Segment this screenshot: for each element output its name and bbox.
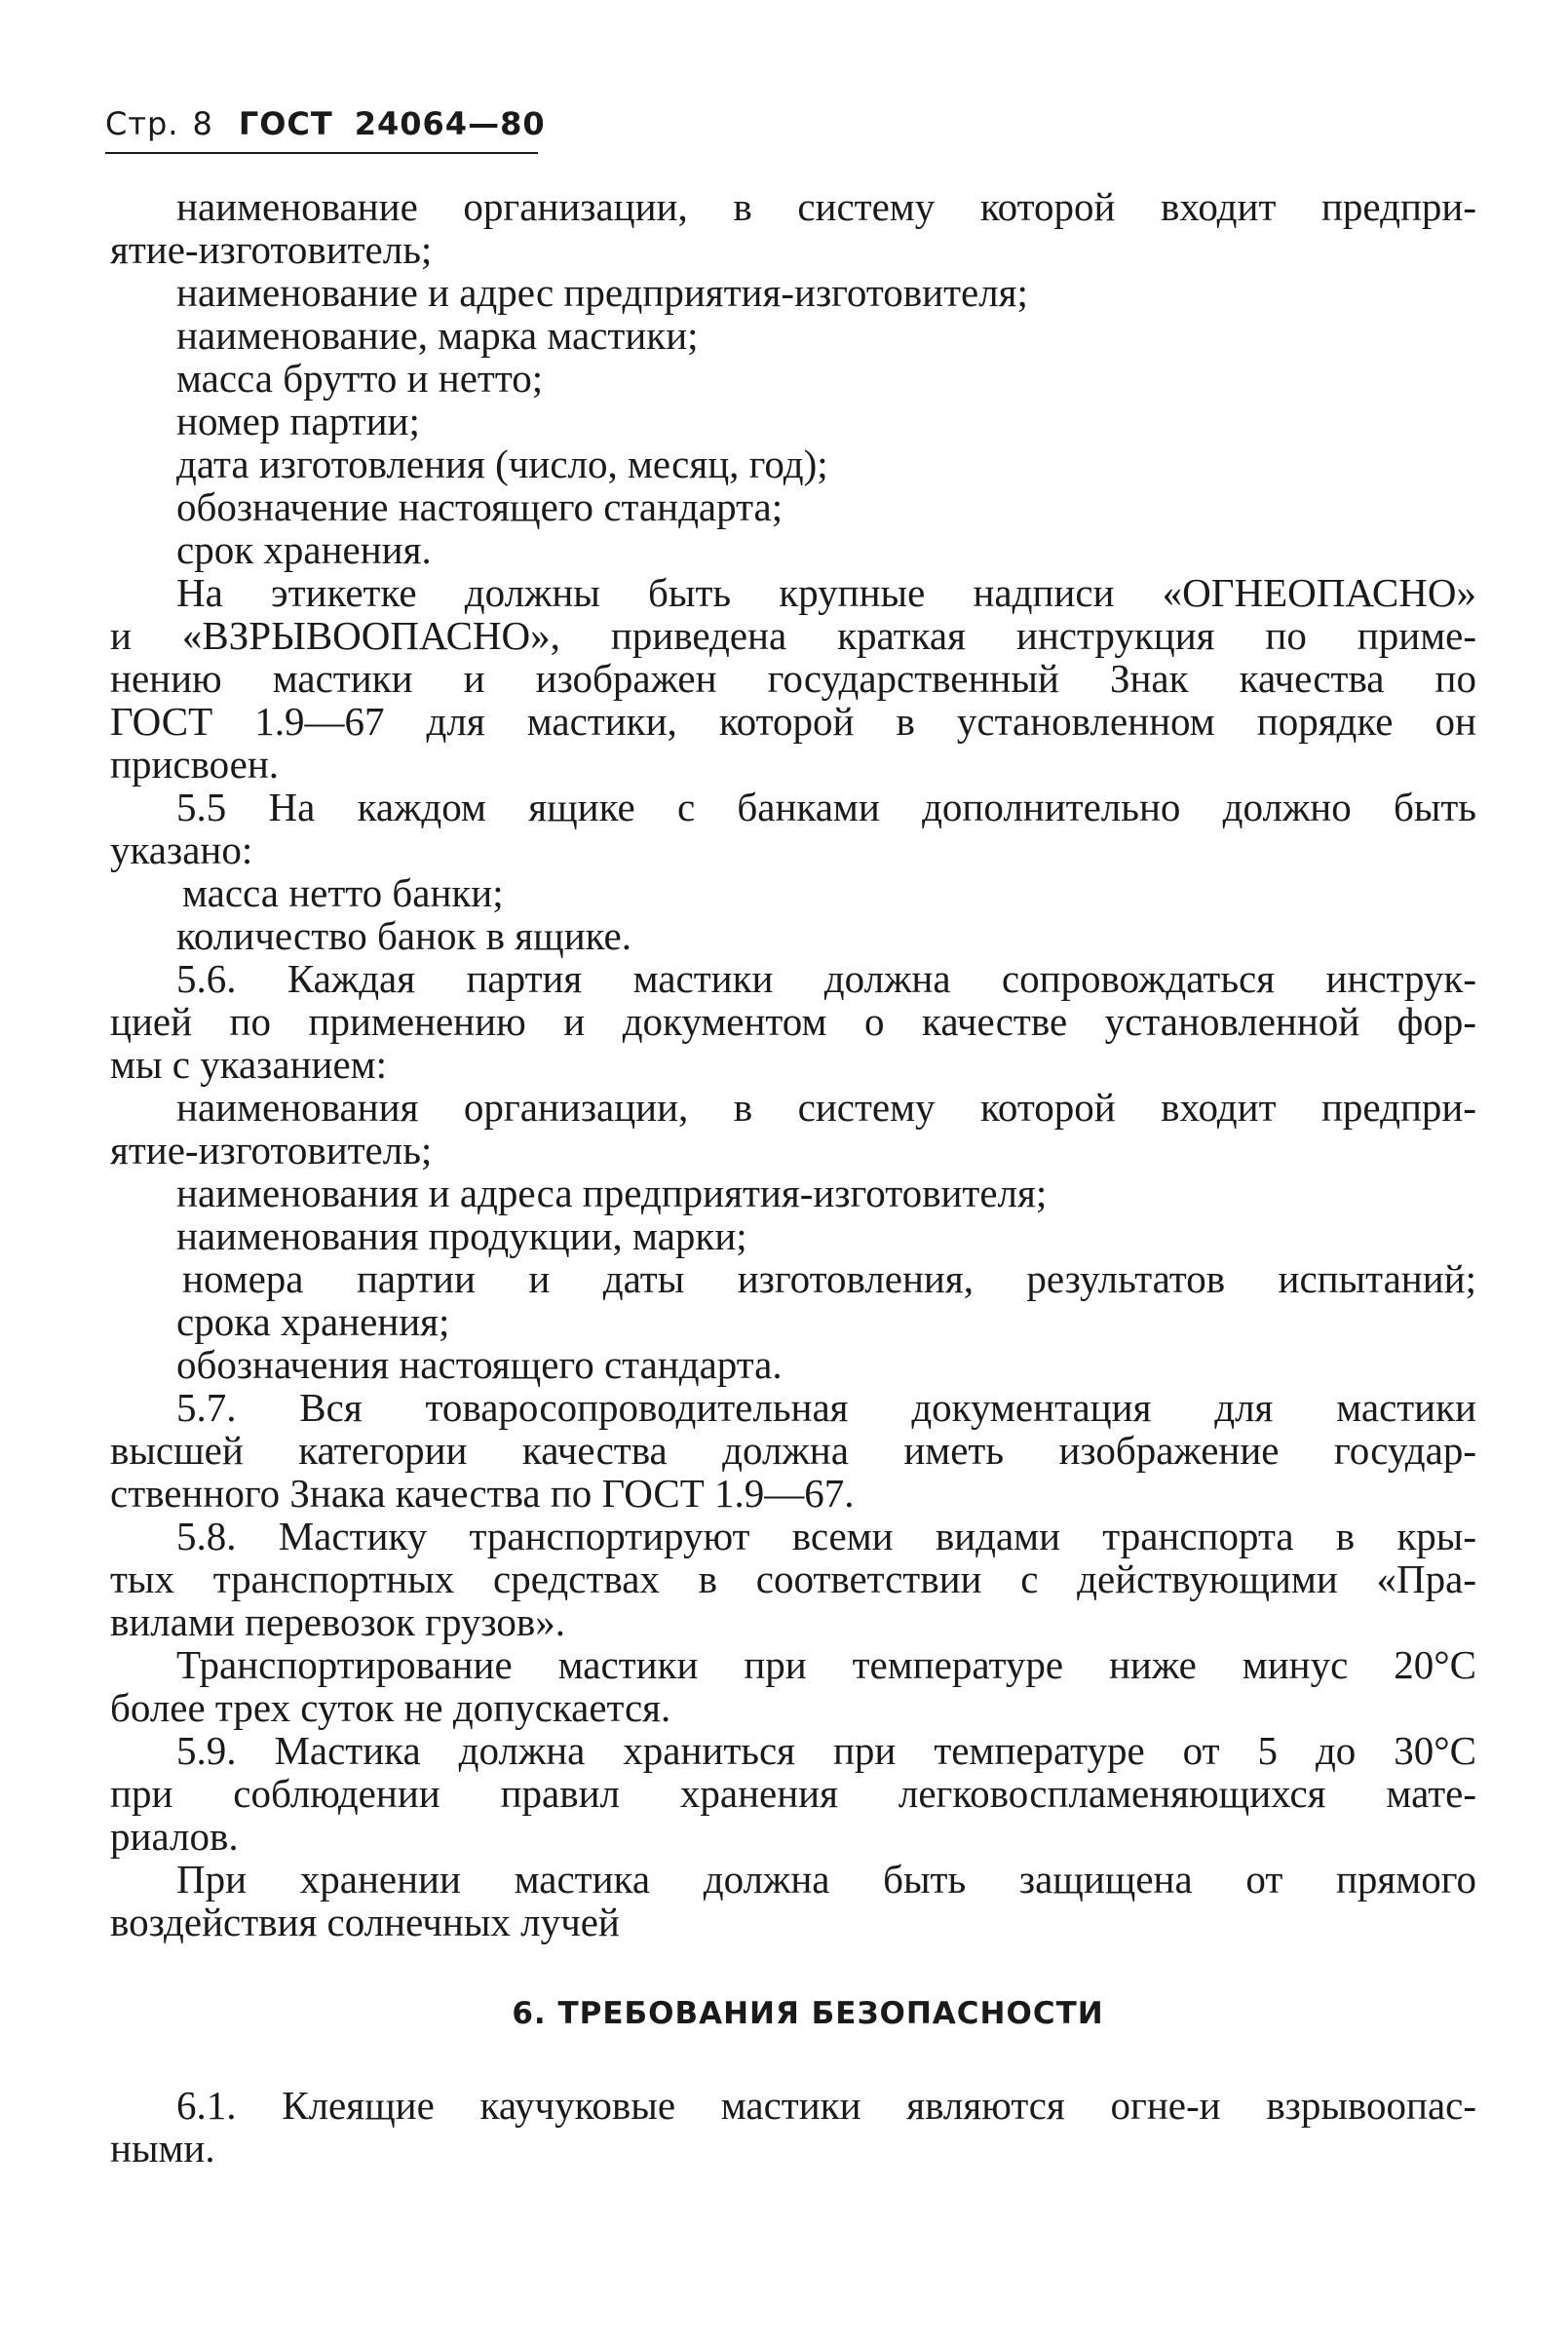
- header-rule: [105, 152, 538, 154]
- section-gap: [110, 2039, 1476, 2084]
- text-line: высшей категории качества должна иметь изображение государ-: [110, 1428, 1476, 1473]
- text-line: При хранении мастика должна быть защищена от прямого: [176, 1857, 1476, 1902]
- text-line: более трех суток не допускается.: [110, 1685, 671, 1730]
- text-line: масса нетто банки;: [182, 870, 504, 915]
- text-line: наименование и адрес предприятия-изготовителя;: [176, 270, 1028, 315]
- text-line: указано:: [110, 827, 253, 872]
- text-line: воздействия солнечных лучей: [110, 1900, 620, 1944]
- text-line: тых транспортных средствах в соответствии с действующими «Пра-: [110, 1556, 1476, 1601]
- text-line: ГОСТ 1.9—67 для мастики, которой в установленном порядке он: [110, 699, 1476, 744]
- text-line: 5.6. Каждая партия мастики должна сопровождаться инструк-: [176, 956, 1476, 1001]
- section-gap: [110, 1943, 1476, 1988]
- text-line: номер партии;: [176, 399, 420, 443]
- document-body: [110, 185, 1476, 2170]
- page-label: Стр.: [105, 105, 179, 142]
- text-line: Транспортирование мастики при температуре ниже минус 20°С: [176, 1642, 1476, 1687]
- text-line: нению мастики и изображен государственный Знак качества по: [110, 656, 1476, 701]
- text-line: 6.1. Клеящие каучуковые мастики являются огне-и взрывоопас-: [176, 2083, 1476, 2128]
- standard-code: 24064—80: [354, 105, 546, 142]
- text-line: наименования организации, в систему которой входит предпри-: [176, 1085, 1476, 1130]
- text-line: 5.5 На каждом ящике с банками дополнительно должно быть: [176, 785, 1476, 829]
- text-line: ственного Знака качества по ГОСТ 1.9—67.: [110, 1471, 855, 1516]
- text-line: риалов.: [110, 1814, 239, 1859]
- text-line: обозначение настоящего стандарта;: [176, 484, 784, 529]
- text-line: мы с указанием:: [110, 1042, 387, 1087]
- text-line: номера партии и даты изготовления, результатов испытаний;: [182, 1256, 1476, 1301]
- text-line: при соблюдении правил хранения легковоспламеняющихся мате-: [110, 1771, 1476, 1816]
- text-line: ятие-изготовитель;: [110, 227, 433, 272]
- page-header: [105, 105, 546, 142]
- text-line: дата изготовления (число, месяц, год);: [176, 442, 828, 486]
- text-line: присвоен.: [110, 742, 280, 787]
- section-heading: 6. ТРЕБОВАНИЯ БЕЗОПАСНОСТИ: [512, 1996, 1104, 2031]
- text-line: количество банок в ящике.: [176, 913, 631, 958]
- text-line: 5.7. Вся товаросопроводительная документация для мастики: [176, 1385, 1476, 1430]
- text-line: наименование организации, в систему которой входит предпри-: [176, 184, 1476, 229]
- text-line: 5.8. Мастику транспортируют всеми видами транспорта в кры-: [176, 1514, 1476, 1558]
- text-line: и «ВЗРЫВООПАСНО», приведена краткая инструкция по приме-: [110, 613, 1476, 658]
- text-line: 5.9. Мастика должна храниться при температуре от 5 до 30°С: [176, 1728, 1476, 1773]
- text-line: ятие-изготовитель;: [110, 1128, 433, 1172]
- text-line: На этикетке должны быть крупные надписи «ОГНЕОПАСНО»: [176, 570, 1476, 615]
- standard-name: ГОСТ: [238, 105, 333, 142]
- text-line: вилами перевозок грузов».: [110, 1599, 565, 1644]
- text-line: срок хранения.: [176, 527, 432, 572]
- text-line: ными.: [110, 2126, 215, 2171]
- text-line: наименования и адреса предприятия-изготовителя;: [176, 1171, 1048, 1215]
- text-line: срока хранения;: [176, 1299, 450, 1344]
- page-number: 8: [192, 105, 213, 142]
- text-line: наименования продукции, марки;: [176, 1213, 747, 1258]
- text-line: наименование, марка мастики;: [176, 313, 699, 358]
- text-line: цией по применению и документом о качестве установленной фор-: [110, 999, 1476, 1044]
- text-line: обозначения настоящего стандарта.: [176, 1342, 783, 1387]
- text-line: масса брутто и нетто;: [176, 356, 544, 401]
